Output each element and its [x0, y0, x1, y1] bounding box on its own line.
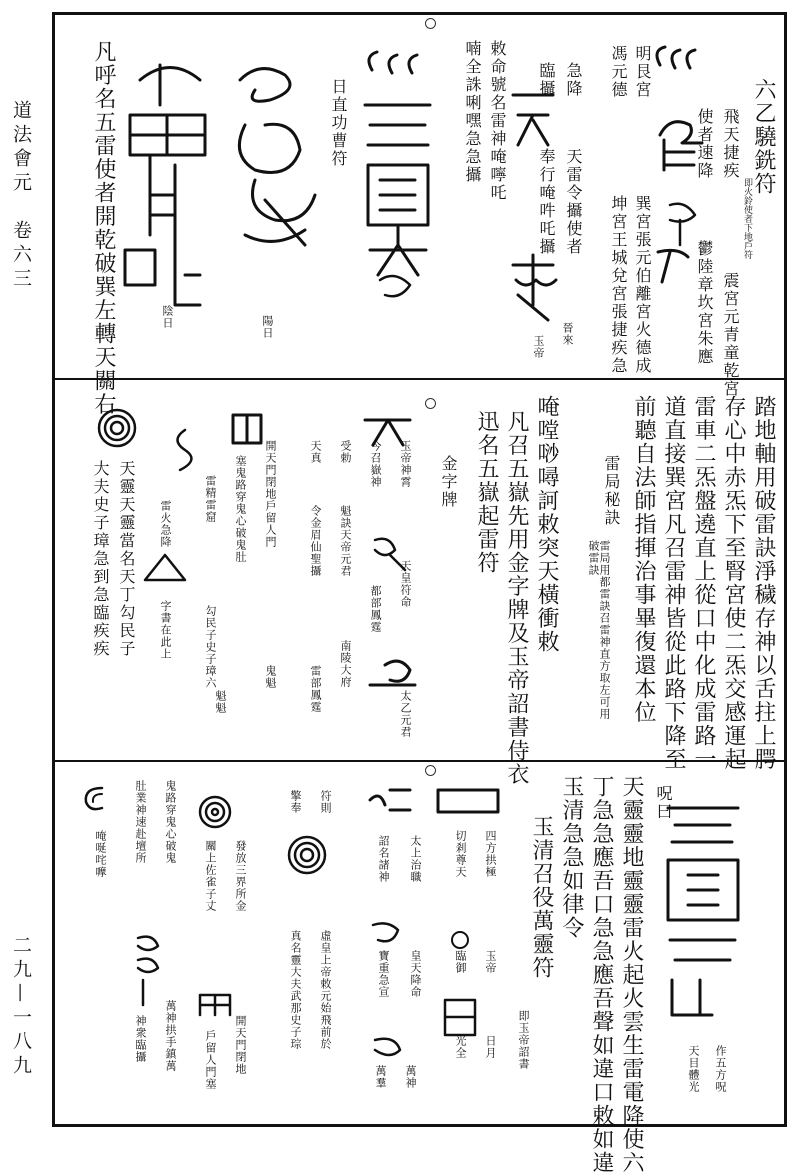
section1-title-note: 即火鈴使者下地戶符	[742, 178, 752, 259]
text-column: 玉帝神霄	[399, 440, 412, 488]
text-column: 雷部鳳霆	[309, 665, 322, 713]
text-column: 急降	[564, 62, 583, 98]
text-column: 魁魁	[214, 690, 227, 714]
text-column: 敕命號名雷神唵嚀吒	[488, 40, 507, 202]
text-column: 臨御	[454, 950, 467, 974]
binding-hole	[425, 765, 436, 776]
text-column: 鬼魁	[264, 665, 277, 689]
talisman-tianmu	[660, 790, 750, 1030]
label-yang: 陽日	[261, 315, 274, 339]
text-column: 凡呼名五雷使者開乾破巽左轉天關右	[91, 40, 116, 416]
label-yin: 陰日	[161, 305, 174, 329]
text-column: 飛天捷疾	[721, 108, 740, 180]
text-column: 天真	[309, 440, 322, 464]
text-column: 玉清急急如律令	[559, 775, 584, 940]
heading-jinzipai: 金字牌	[439, 455, 458, 509]
section1-title: 六乙驍銑符	[751, 78, 776, 196]
text-column: 玉清召役萬靈符	[529, 815, 554, 980]
text-column: 晉來	[561, 322, 574, 346]
text-column: 令金眉仙聖攝	[309, 505, 322, 577]
text-column: 雷火急降	[159, 500, 172, 548]
text-column: 天目體光	[687, 1045, 700, 1093]
book-title: 道法會元 卷六三	[10, 100, 32, 292]
text-column: 奉行唵吽吒攝	[537, 148, 556, 256]
text-column: 受勅	[339, 440, 352, 464]
text-column: 日直功曹符	[329, 78, 348, 168]
text-column: 字書在此上	[159, 600, 172, 660]
text-column: 神衆臨攝	[134, 1015, 147, 1063]
talisman-yang	[225, 55, 325, 285]
section-divider-1	[52, 378, 787, 380]
text-column: 真名靈大夫武那史子琮	[289, 930, 302, 1050]
text-column: 前聽自法師指揮治事畢復還本位	[631, 395, 656, 724]
talisman-yuqing	[430, 785, 510, 1085]
talisman-zhi	[365, 785, 415, 1085]
text-column: 存心中赤炁下至腎宮使二炁交感運起	[721, 395, 746, 771]
text-column: 魁訣天帝元君	[339, 505, 352, 577]
text-column: 迅名五嶽起雷符	[474, 410, 499, 575]
text-note: 雷局用都雷訣召雷神直方取左可用破雷訣	[587, 540, 611, 720]
text-column: 雷精雷窟	[204, 475, 217, 523]
text-column: 使者速降	[695, 108, 714, 180]
text-column: 天靈天靈當名天丁勾民子	[117, 460, 136, 658]
binding-hole	[425, 398, 436, 409]
text-column: 坤宮王城兌宮張捷疾急	[609, 195, 628, 375]
text-column: 日月	[484, 1035, 497, 1059]
talisman-spiral-4	[80, 780, 110, 815]
text-column: 四方拱極	[484, 830, 497, 878]
text-column: 巽宮張元伯離宮火德成	[633, 195, 652, 375]
talisman-tianlei	[508, 80, 558, 360]
text-column: 發放三界所金	[234, 840, 247, 912]
text-column: 玉帝	[532, 335, 545, 359]
text-column: 凡召五嶽先用金字牌及玉帝詔書侍衣	[504, 410, 529, 786]
text-column: 鬱陸章坎宮朱應	[695, 240, 714, 366]
text-column: 皇天降命	[409, 950, 422, 998]
text-column: 作五方呪	[714, 1045, 727, 1093]
text-column: 南陵大府	[339, 640, 352, 688]
text-column: 明艮宮	[633, 45, 652, 99]
text-column: 大夫史子璋急到急臨疾疾	[91, 460, 110, 658]
text-column: 丁急急應吾口急急應吾聲如違口敕如違	[589, 775, 614, 1175]
heading-leiju: 雷局秘訣	[602, 455, 621, 527]
text-column: 開天門閉地	[234, 1015, 247, 1075]
text-column: 萬神拱手鎮萬	[164, 1000, 177, 1072]
talisman-guikui	[140, 420, 220, 600]
talisman-spiral-2	[282, 830, 332, 880]
text-column: 寶重急宣	[377, 950, 390, 998]
text-column: 震宮元青童乾宮	[721, 272, 740, 398]
text-column: 太乙元君	[399, 690, 412, 738]
text-column: 光全	[454, 1035, 467, 1059]
text-column: 天皇符命	[399, 560, 412, 608]
text-column: 詔名諸神	[377, 835, 390, 883]
text-column: 塞鬼路穿鬼心破鬼肚	[234, 455, 247, 563]
text-note: 即玉帝詔書	[517, 1010, 530, 1070]
text-column: 切剎尊天	[454, 830, 467, 878]
talisman-spiral	[92, 403, 142, 453]
text-column: 雷車二炁盤遶直上從口中化成雷路一	[691, 395, 716, 771]
talisman-hu	[195, 990, 235, 1020]
talisman-gui	[128, 930, 168, 1010]
heading-zhou: 呪曰	[654, 785, 673, 821]
text-column: 道直接巽宮凡召雷神皆從此路下降至	[661, 395, 686, 771]
text-column: 開天門閉地戶留人門	[264, 440, 277, 548]
text-column: 天靈靈地靈靈雷火起火雲生雷電降使六	[619, 775, 644, 1175]
text-column: 唵嘡唦噚訶敕突天橫衝敕	[534, 395, 559, 654]
text-column: 臨攝	[537, 62, 556, 98]
text-column: 符則	[319, 790, 332, 814]
text-column: 太上治職	[409, 835, 422, 883]
text-column: 萬神	[404, 1065, 417, 1089]
text-column: 鬼路穿鬼心破鬼	[164, 780, 177, 864]
text-column: 馮元德	[609, 45, 628, 99]
text-column: 玉帝	[484, 950, 497, 974]
binding-hole	[425, 18, 436, 29]
page-number: 二九—一八九	[10, 935, 32, 1079]
talisman-tian	[228, 410, 268, 450]
text-column: 喃全誅唎嘿急急攝	[463, 40, 482, 184]
text-column: 都部鳳霆	[369, 585, 382, 633]
text-column: 擎奉	[289, 790, 302, 814]
text-column: 關上佐雀子丈	[204, 840, 217, 912]
talisman-yin	[120, 45, 230, 335]
text-column: 天雷令攝使者	[564, 148, 583, 256]
text-column: 萬羣	[374, 1065, 387, 1089]
text-column: 虛皇上帝敕元始飛前於	[319, 930, 332, 1050]
text-column: 踏地軸用破雷訣淨穢存神以舌拄上腭	[751, 395, 776, 771]
talisman-rizhi	[360, 45, 440, 335]
text-column: 戶留人門塞	[204, 1030, 217, 1090]
text-column: 肚業神速赴壇所	[134, 780, 147, 864]
text-column: 今召嶽神	[369, 440, 382, 488]
text-column: 唵唌咤嚤	[94, 830, 107, 878]
talisman-spiral-3	[195, 790, 235, 835]
text-column: 勾民子史子璋六	[204, 605, 217, 689]
talisman-liuyi	[650, 40, 714, 360]
